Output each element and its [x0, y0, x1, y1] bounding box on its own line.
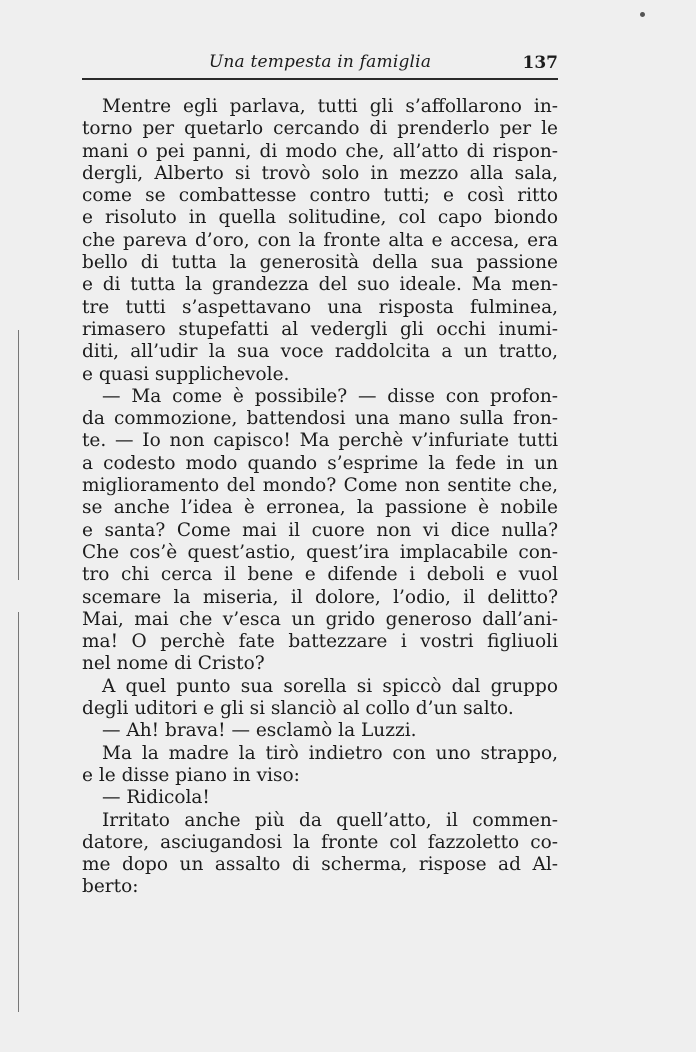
text-line: miglioramento del mondo? Come non sentite che, — [82, 475, 558, 497]
text-line: torno per quetarlo cercando di prenderlo per le — [82, 118, 558, 140]
text-line: rimasero stupefatti al vedergli gli occhi inumi- — [82, 318, 558, 340]
text-line: e di tutta la grandezza del suo ideale. Ma men- — [82, 274, 558, 296]
text-line: nel nome di Cristo? — [82, 653, 265, 675]
text-line: bello di tutta la generosità della sua passione — [82, 252, 558, 274]
text-line: Ma la madre la tirò indietro con uno strappo, — [102, 742, 558, 764]
page-number: 137 — [522, 53, 558, 73]
running-title: Una tempesta in famiglia — [208, 52, 432, 72]
text-line: se anche l’idea è erronea, la passione è nobile — [82, 497, 558, 519]
text-line: da commozione, battendosi una mano sulla fron- — [82, 408, 558, 430]
margin-line — [18, 330, 19, 580]
text-line: — Ma come è possibile? — disse con profon- — [102, 385, 558, 407]
text-line: e le disse piano in viso: — [82, 764, 300, 786]
text-line: tro chi cerca il bene e difende i deboli e vuol — [82, 564, 558, 586]
body-text — [82, 96, 558, 899]
text-line: e santa? Come mai il cuore non vi dice nulla? — [82, 519, 558, 541]
text-line: diti, all’udir la sua voce raddolcita a un tratto, — [82, 341, 558, 363]
text-line: e risoluto in quella solitudine, col capo biondo — [82, 207, 558, 229]
text-line: berto: — [82, 876, 139, 898]
text-line: — Ah! brava! — esclamò la Luzzi. — [102, 720, 417, 742]
text-line: come se combattesse contro tutti; e così ritto — [82, 185, 558, 207]
text-line: a codesto modo quando s’esprime la fede in un — [82, 452, 558, 474]
text-line: A quel punto sua sorella si spiccò dal gruppo — [102, 675, 558, 697]
text-line: — Ridicola! — [102, 787, 210, 809]
text-line: mani o pei panni, di modo che, all’atto di rispon- — [82, 140, 558, 162]
text-line: te. — Io non capisco! Ma perchè v’infuriate tutti — [82, 430, 558, 452]
text-line: tre tutti s’aspettavano una risposta fulminea, — [82, 296, 558, 318]
text-line: scemare la miseria, il dolore, l’odio, il delitto? — [82, 586, 558, 608]
text-line: Irritato anche più da quell’atto, il commen- — [102, 809, 558, 831]
text-line: dergli, Alberto si trovò solo in mezzo alla sala, — [82, 162, 558, 184]
text-line: e quasi supplichevole. — [82, 363, 290, 385]
text-line: ma! O perchè fate battezzare i vostri figliuoli — [82, 631, 558, 653]
text-line: Che cos’è quest’astio, quest’ira implacabile con- — [82, 541, 558, 563]
text-line: degli uditori e gli si slanciò al collo d’un salto. — [82, 698, 514, 720]
text-line: Mai, mai che v’esca un grido generoso dall’ani- — [82, 608, 558, 630]
text-line: datore, asciugandosi la fronte col fazzoletto co- — [82, 831, 558, 853]
text-line: che pareva d’oro, con la fronte alta e accesa, era — [82, 229, 558, 251]
text-line: Mentre egli parlava, tutti gli s’affollarono in- — [102, 96, 558, 117]
text-line: me dopo un assalto di scherma, rispose ad Al- — [82, 854, 558, 876]
ink-spot — [640, 12, 645, 17]
page-header — [82, 52, 558, 80]
margin-line — [18, 612, 19, 1012]
